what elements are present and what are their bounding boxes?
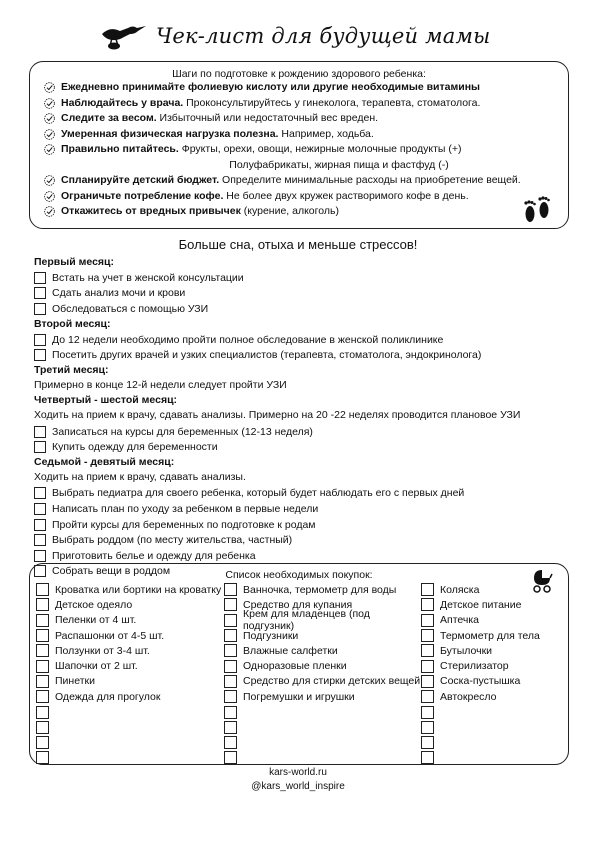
step-text <box>61 96 480 111</box>
preparation-step <box>44 127 568 143</box>
shopping-item[interactable] <box>421 750 561 765</box>
step-text <box>61 189 469 204</box>
checkbox[interactable] <box>36 721 49 734</box>
shopping-item[interactable] <box>224 704 421 719</box>
checklist-item-label: Пройти курсы для беременных по подготовке к родам <box>52 518 316 531</box>
checkbox[interactable] <box>224 721 237 734</box>
check-circle-icon <box>44 144 55 155</box>
checkbox[interactable] <box>421 736 434 749</box>
month-heading: Третий месяц: <box>34 363 109 376</box>
shopping-item-label: Подгузники <box>243 629 299 642</box>
shopping-item-label: Термометр для тела <box>440 629 540 642</box>
checkbox[interactable] <box>421 660 434 673</box>
shopping-item[interactable] <box>224 689 421 704</box>
checkbox[interactable] <box>34 334 46 346</box>
preparation-step <box>44 96 568 112</box>
check-circle-icon <box>44 98 55 109</box>
step-detail: Определите минимальные расходы на приобретение вещей. <box>219 173 521 186</box>
step-text <box>61 80 480 95</box>
checkbox[interactable] <box>34 550 46 562</box>
checkbox[interactable] <box>421 675 434 688</box>
shopping-item-label: Бутылочки <box>440 644 493 657</box>
page-header <box>100 20 490 52</box>
check-circle-icon <box>44 175 55 186</box>
footer-handle: @kars_world_inspire <box>251 781 345 792</box>
shopping-item-label: Пинетки <box>55 675 95 688</box>
checkbox[interactable] <box>224 675 237 688</box>
month-note: Примерно в конце 12-й недели следует пройти УЗИ <box>34 378 287 391</box>
step-bold: Ежедневно принимайте фолиевую кислоту или другие необходимые витамины <box>61 81 481 93</box>
shopping-item[interactable] <box>421 689 561 704</box>
step-text <box>61 204 339 219</box>
checklist-item[interactable] <box>34 301 554 317</box>
checkbox[interactable] <box>224 614 237 627</box>
checkbox[interactable] <box>36 629 49 642</box>
checklist-item[interactable] <box>34 347 554 363</box>
checklist-item-label: Встать на учет в женской консультации <box>52 271 244 284</box>
checkbox[interactable] <box>421 751 434 764</box>
step-bold: Правильно питайтесь. <box>61 143 179 156</box>
step-detail: Например, ходьба. <box>278 127 374 140</box>
page-title: Чек-лист для будущей мамы <box>156 24 491 48</box>
shopping-item-label: Детское одеяло <box>55 598 133 611</box>
shopping-item-label: Пеленки от 4 шт. <box>55 614 137 627</box>
month-heading: Седьмой - девятый месяц: <box>34 456 175 469</box>
checklist-item-label: Выбрать педиатра для своего ребенка, который будет наблюдать его с первых дней <box>52 487 465 500</box>
shopping-item-label: Кроватка или бортики на кроватку <box>55 583 222 596</box>
footer <box>0 766 596 794</box>
checklist-item[interactable] <box>34 440 554 456</box>
preparation-step <box>44 173 568 189</box>
checklist-item[interactable] <box>34 424 554 440</box>
checkbox[interactable] <box>421 721 434 734</box>
shopping-item[interactable] <box>421 597 561 612</box>
shopping-item[interactable] <box>36 613 224 628</box>
check-circle-icon <box>44 113 55 124</box>
preparation-box <box>29 61 569 229</box>
step-text <box>61 173 521 188</box>
slogan: Больше сна, отыха и меньше стрессов! <box>178 237 418 252</box>
shopping-box <box>29 563 569 765</box>
check-circle-icon <box>44 129 55 140</box>
shopping-item[interactable] <box>36 750 224 765</box>
shopping-item[interactable] <box>36 704 224 719</box>
checklist-item-label: Приготовить белье и одежду для ребенка <box>52 549 256 562</box>
checkbox[interactable] <box>421 644 434 657</box>
shopping-item-label: Одежда для прогулок <box>55 690 161 703</box>
shopping-item[interactable] <box>421 628 561 643</box>
checkbox[interactable] <box>224 736 237 749</box>
checklist-item-label: До 12 недели необходимо пройти полное обследование в женской поликлинике <box>52 333 444 346</box>
shopping-item[interactable] <box>421 720 561 735</box>
step-continuation: Полуфабрикаты, жирная пища и фастфуд (-) <box>229 158 449 171</box>
checkbox[interactable] <box>36 644 49 657</box>
checkbox[interactable] <box>36 675 49 688</box>
month-heading: Второй месяц: <box>34 317 111 330</box>
checkbox[interactable] <box>34 426 46 438</box>
checkbox[interactable] <box>224 644 237 657</box>
stork-icon <box>100 22 148 50</box>
checklist-item[interactable] <box>34 501 554 517</box>
step-text <box>61 111 378 126</box>
checklist-item-label: Сдать анализ мочи и крови <box>52 287 186 300</box>
shopping-item[interactable] <box>36 643 224 658</box>
shopping-item[interactable] <box>224 582 421 597</box>
checkbox[interactable] <box>224 629 237 642</box>
checkbox[interactable] <box>224 598 237 611</box>
shopping-item[interactable] <box>36 674 224 689</box>
shopping-item[interactable] <box>224 720 421 735</box>
checkbox[interactable] <box>421 614 434 627</box>
checkbox[interactable] <box>224 690 237 703</box>
checklist-item-label: Собрать вещи в роддом <box>52 565 171 578</box>
check-circle-icon <box>44 82 55 93</box>
shopping-item[interactable] <box>224 658 421 673</box>
shopping-item-label: Шапочки от 2 шт. <box>55 660 138 673</box>
shopping-item[interactable] <box>224 750 421 765</box>
step-detail: Проконсультируйтесь у гинеколога, терапевта, стоматолога. <box>183 96 481 109</box>
step-bold: Наблюдайтесь у врача. <box>61 96 184 109</box>
checklist-item-label: Написать план по уходу за ребенком в первые недели <box>52 503 319 516</box>
preparation-step <box>44 142 568 158</box>
shopping-item-label: Крем для младенцев (под подгузник) <box>243 608 370 633</box>
checkbox[interactable] <box>224 583 237 596</box>
checklist-item[interactable] <box>34 286 554 302</box>
month-heading: Четвертый - шестой месяц: <box>34 394 178 407</box>
checklist-item-label: Купить одежду для беременности <box>52 441 218 454</box>
footprints-icon <box>520 194 554 226</box>
shopping-item-label: Коляска <box>440 583 480 596</box>
checklist-item[interactable] <box>34 486 554 502</box>
shopping-column-2 <box>224 582 421 766</box>
shopping-item-label: Влажные салфетки <box>243 644 338 657</box>
shopping-item[interactable] <box>421 643 561 658</box>
footer-site: kars-world.ru <box>269 767 327 778</box>
step-bold: Следите за весом. <box>61 112 157 125</box>
step-bold: Умеренная физическая нагрузка полезна. <box>61 127 279 140</box>
check-circle-icon <box>44 191 55 202</box>
shopping-item[interactable] <box>36 628 224 643</box>
checkbox[interactable] <box>36 660 49 673</box>
shopping-item-label: Ползунки от 3-4 шт. <box>55 644 150 657</box>
step-detail: Избыточный или недостаточный вес вреден. <box>156 112 379 125</box>
shopping-columns <box>36 582 562 766</box>
step-detail: (курение, алкоголь) <box>240 205 339 218</box>
shopping-item-label: Погремушки и игрушки <box>243 690 355 703</box>
checkbox[interactable] <box>34 487 46 499</box>
shopping-item[interactable] <box>421 735 561 750</box>
checklist-item-label: Посетить других врачей и узких специалистов (терапевта, стоматолога, эндокринолога) <box>52 349 482 362</box>
checkbox[interactable] <box>34 519 46 531</box>
step-text <box>61 127 374 142</box>
preparation-step <box>44 204 568 220</box>
checkbox[interactable] <box>34 534 46 546</box>
step-detail: Фрукты, орехи, овощи, нежирные молочные продукты (+) <box>178 143 462 156</box>
checkbox[interactable] <box>36 751 49 764</box>
checkbox[interactable] <box>36 690 49 703</box>
checkbox[interactable] <box>224 706 237 719</box>
checkbox[interactable] <box>421 583 434 596</box>
checkbox[interactable] <box>34 503 46 515</box>
checkbox[interactable] <box>421 706 434 719</box>
step-text <box>61 142 462 157</box>
checklist-item-label: Выбрать роддом (по месту жительства, частный) <box>52 534 293 547</box>
shopping-item[interactable] <box>36 658 224 673</box>
checkbox[interactable] <box>36 614 49 627</box>
step-bold: Спланируйте детский бюджет. <box>61 173 220 186</box>
checkbox[interactable] <box>224 751 237 764</box>
checklist-item[interactable] <box>34 517 554 533</box>
shopping-item-label: Ванночка, термометр для воды <box>243 583 397 596</box>
shopping-item-label: Автокресло <box>440 690 497 703</box>
shopping-heading: Список необходимых покупок: <box>225 569 373 581</box>
shopping-column-3 <box>421 582 561 766</box>
checkbox[interactable] <box>34 441 46 453</box>
preparation-steps <box>30 80 568 220</box>
month-note: Ходить на прием к врачу, сдавать анализы. <box>34 471 246 484</box>
shopping-item[interactable] <box>36 582 224 597</box>
shopping-item-label: Средство для купания <box>243 598 353 611</box>
shopping-item[interactable] <box>224 674 421 689</box>
checklist-item-label: Записаться на курсы для беременных (12-13 неделя) <box>52 425 313 438</box>
check-circle-icon <box>44 206 55 217</box>
step-bold: Откажитесь от вредных привычек <box>61 205 241 218</box>
shopping-item[interactable] <box>36 689 224 704</box>
checkbox[interactable] <box>36 736 49 749</box>
checklist-item[interactable] <box>34 270 554 286</box>
checkbox[interactable] <box>36 706 49 719</box>
shopping-item-label: Средство для стирки детских вещей <box>243 675 421 688</box>
shopping-item[interactable] <box>421 613 561 628</box>
shopping-item[interactable] <box>421 704 561 719</box>
checkbox[interactable] <box>34 287 46 299</box>
checklist-item[interactable] <box>34 332 554 348</box>
month-heading: Первый месяц: <box>34 256 114 268</box>
checkbox[interactable] <box>34 349 46 361</box>
step-detail: Не более двух кружек растворимого кофе в день. <box>223 189 469 202</box>
preparation-heading: Шаги по подготовке к рождению здорового ребенка: <box>172 68 426 80</box>
shopping-item-label: Одноразовые пленки <box>243 660 347 673</box>
shopping-item-label: Распашонки от 4-5 шт. <box>55 629 165 642</box>
shopping-item-label: Детское питание <box>440 598 522 611</box>
shopping-column-1 <box>36 582 224 766</box>
checkbox[interactable] <box>421 690 434 703</box>
shopping-item-label: Аптечка <box>440 614 480 627</box>
checkbox[interactable] <box>224 660 237 673</box>
shopping-item[interactable] <box>224 608 421 633</box>
checkbox[interactable] <box>36 583 49 596</box>
step-bold: Ограничьте потребление кофе. <box>61 189 224 202</box>
checklist-item[interactable] <box>34 532 554 548</box>
shopping-item[interactable] <box>224 643 421 658</box>
months-checklist <box>34 255 554 579</box>
checkbox[interactable] <box>421 598 434 611</box>
month-note: Ходить на прием к врачу, сдавать анализы. Примерно на 20 -22 неделях проводится плановое УЗИ <box>34 409 521 422</box>
preparation-step <box>44 189 568 205</box>
shopping-item[interactable] <box>36 597 224 612</box>
preparation-step <box>44 111 568 127</box>
checklist-item[interactable] <box>34 548 554 564</box>
shopping-item[interactable] <box>36 735 224 750</box>
shopping-item[interactable] <box>36 720 224 735</box>
checkbox[interactable] <box>34 272 46 284</box>
shopping-item-label: Соска-пустышка <box>440 675 521 688</box>
checkbox[interactable] <box>36 598 49 611</box>
shopping-item-label: Стерилизатор <box>440 660 509 673</box>
checkbox[interactable] <box>34 303 46 315</box>
checklist-item-label: Обследоваться с помощью УЗИ <box>52 302 209 315</box>
shopping-item[interactable] <box>224 735 421 750</box>
preparation-step <box>44 80 568 96</box>
shopping-item[interactable] <box>421 658 561 673</box>
shopping-item[interactable] <box>421 674 561 689</box>
shopping-item[interactable] <box>421 582 561 597</box>
shopping-item[interactable] <box>224 628 421 643</box>
checkbox[interactable] <box>421 629 434 642</box>
